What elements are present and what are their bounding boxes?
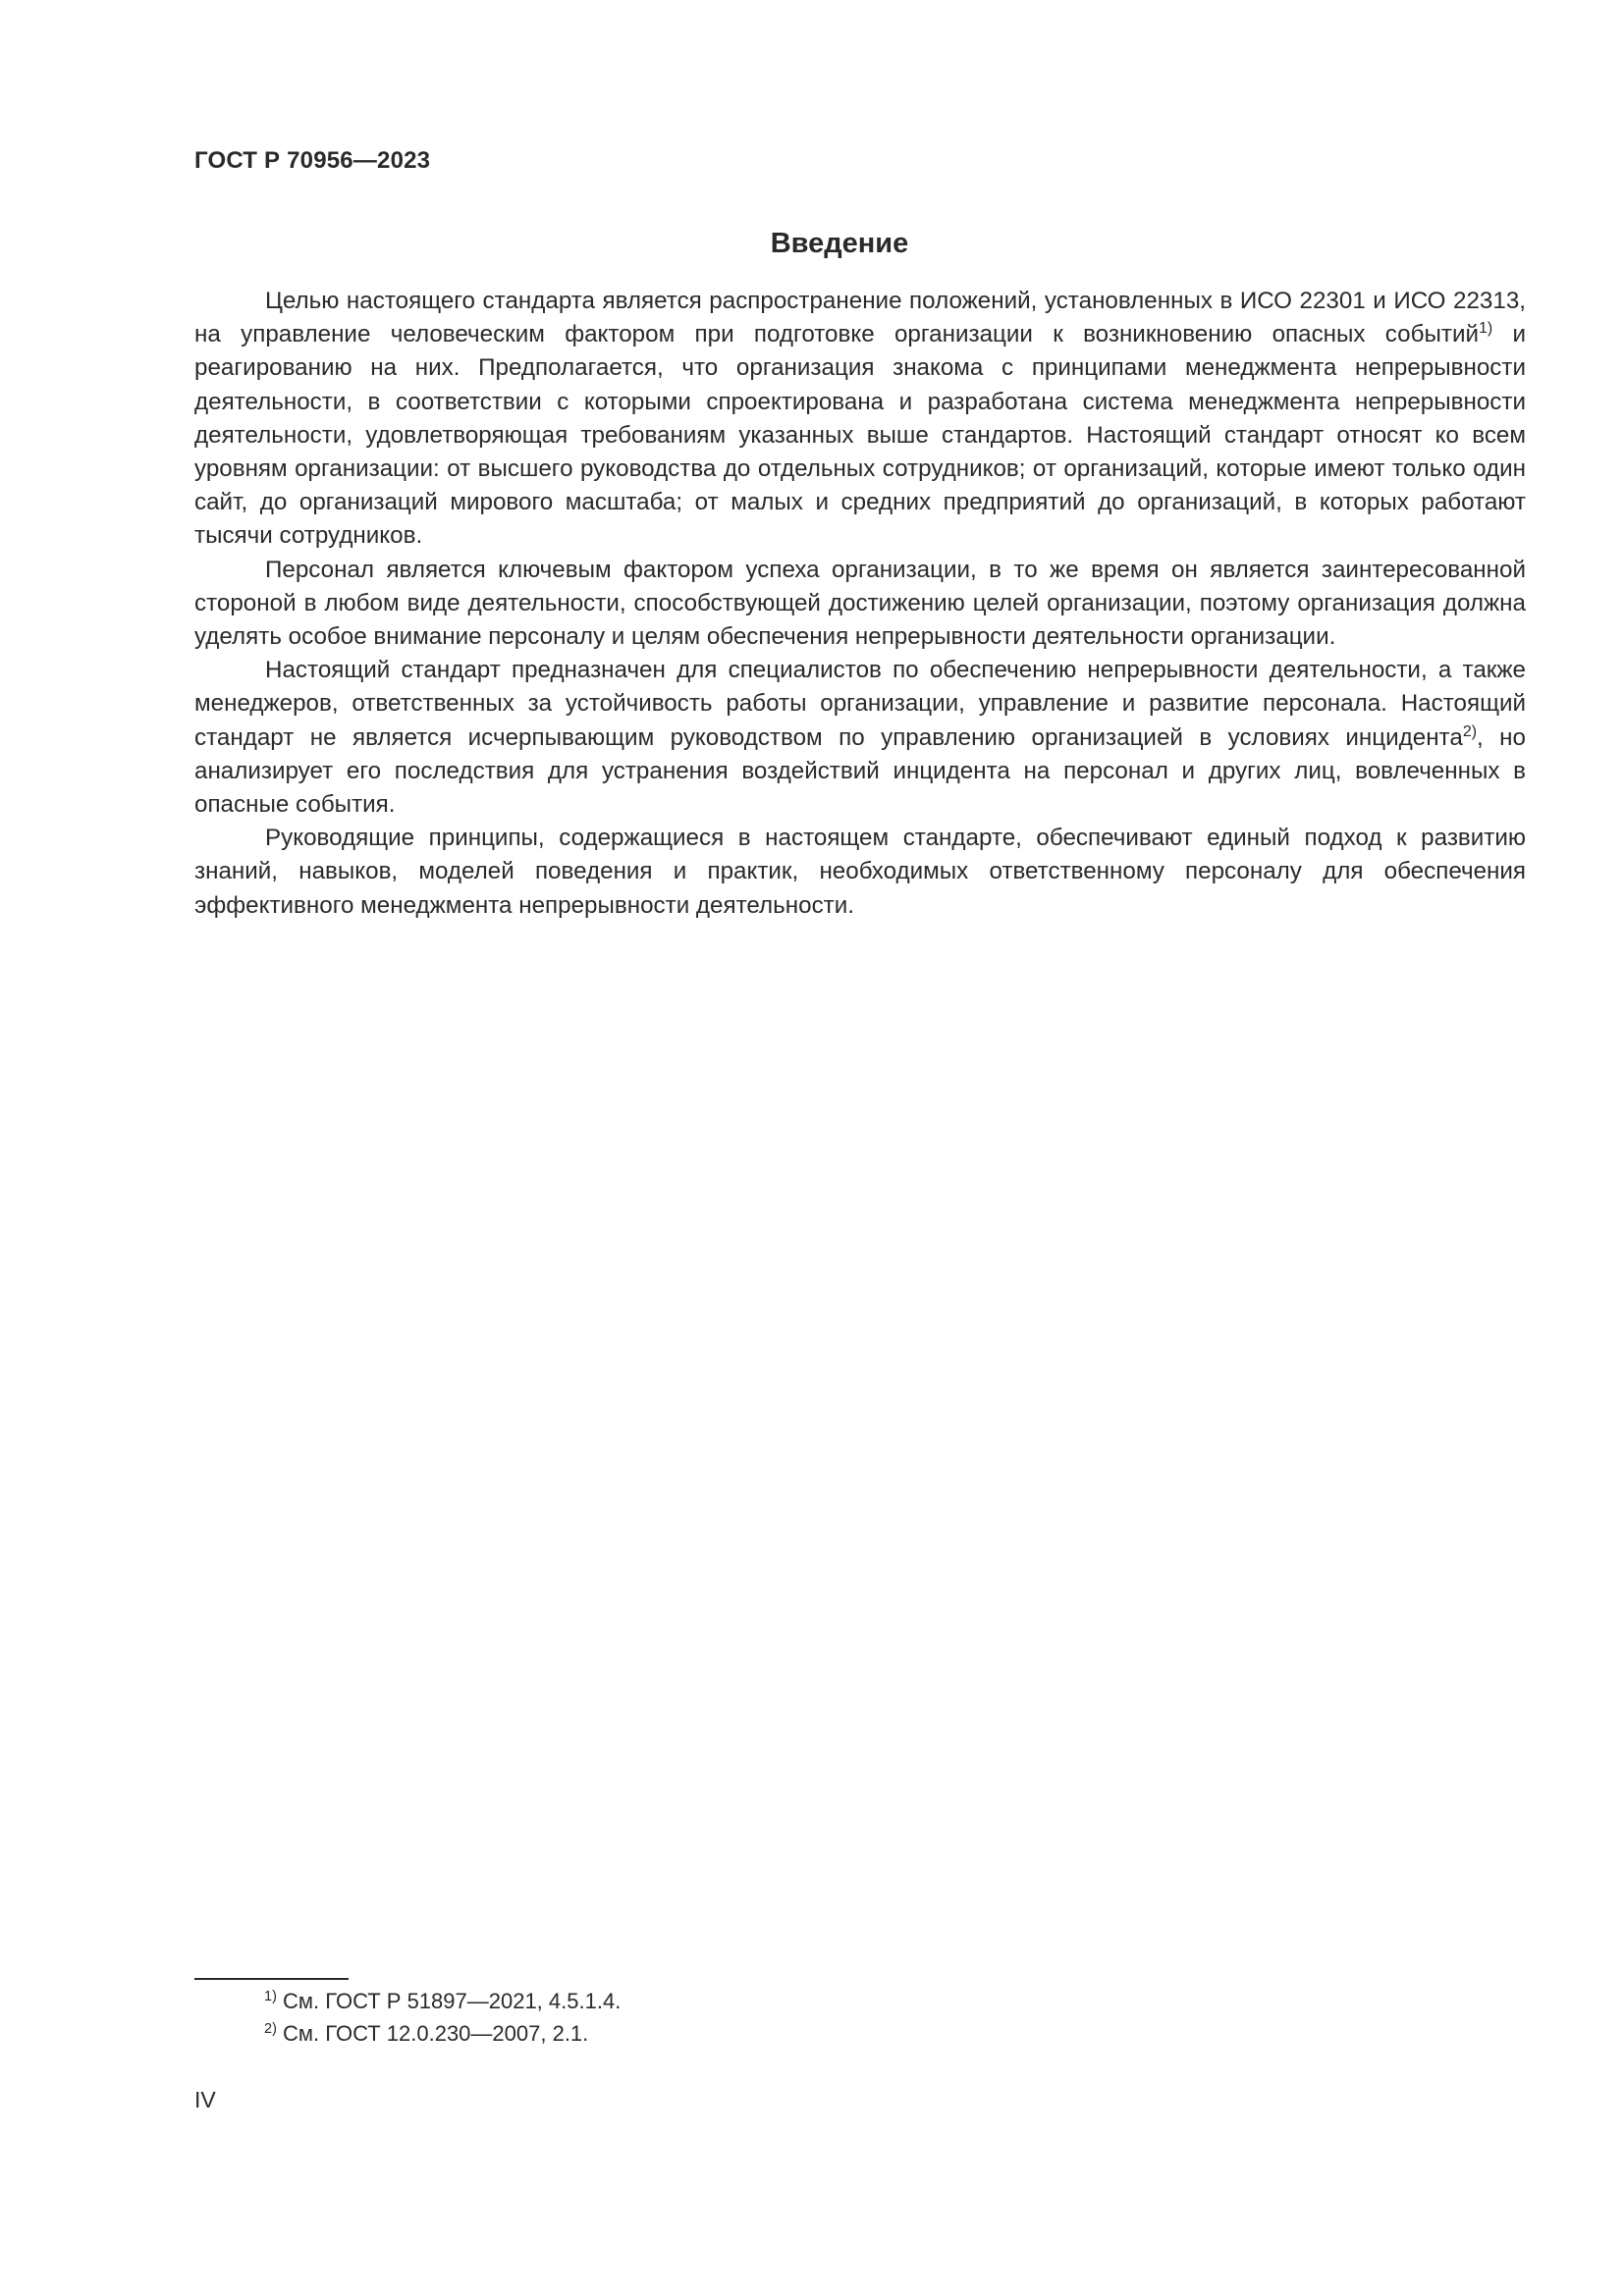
footnote-divider	[194, 1978, 349, 1980]
paragraph-3-text-before: Настоящий стандарт предназначен для специалистов по обеспечению непрерывности деятельности, а также менеджеров, ответственных за устойчивость работы организации, управление и развитие персонала. Настоящий стандарт не является исчерпывающим руководством по управлению организацией в условиях инцидента	[194, 657, 1526, 751]
document-code-header: ГОСТ Р 70956—2023	[194, 147, 431, 174]
paragraph-1-text-before: Целью настоящего стандарта является распространение положений, установленных в ИСО 22301 и ИСО 22313, на управление человеческим фактором при подготовке организации к возникновению опасных событий	[194, 288, 1526, 348]
paragraph-3	[194, 654, 1526, 822]
footnote-2-text: См. ГОСТ 12.0.230—2007, 2.1.	[283, 2021, 589, 2046]
footnote-1-text: См. ГОСТ Р 51897—2021, 4.5.1.4.	[283, 1989, 622, 2013]
section-title: Введение	[770, 228, 909, 259]
page-number: IV	[194, 2087, 216, 2112]
footnote-ref-2[interactable]: 2)	[1462, 722, 1478, 740]
footnote-ref-1[interactable]: 1)	[1478, 320, 1493, 338]
introduction-body	[194, 285, 1526, 923]
paragraph-1-text-after: и реагированию на них. Предполагается, что организация знакома с принципами менеджмента непрерывности деятельности, в соответствии с которыми спроектирована и разработана система менеджмента непрерывности деятельности, удовлетворяющая требованиям указанных выше стандартов. Настоящий стандарт относят ко всем уровням организации: от высшего руководства до отдельных сотрудников; от организаций, которые имеют только один сайт, до организаций мирового масштаба; от малых и средних предприятий до организаций, в которых работают тысячи сотрудников.	[194, 321, 1526, 550]
footnotes	[264, 1985, 621, 2050]
footnote-1-mark: 1)	[264, 1989, 277, 2005]
paragraph-4: Руководящие принципы, содержащиеся в настоящем стандарте, обеспечивают единый подход к развитию знаний, навыков, моделей поведения и практик, необходимых ответственному персоналу для обеспечения эффективного менеджмента непрерывности деятельности.	[194, 825, 1526, 919]
paragraph-1	[194, 285, 1526, 554]
footnote-2	[264, 2017, 621, 2050]
footnote-1	[264, 1985, 621, 2017]
paragraph-2: Персонал является ключевым фактором успеха организации, в то же время он является заинтересованной стороной в любом виде деятельности, способствующей достижению целей организации, поэтому организация должна уделять особое внимание персоналу и целям обеспечения непрерывности деятельности организации.	[194, 556, 1526, 651]
footnote-2-mark: 2)	[264, 2021, 277, 2038]
paragraph-3-text-after: , но анализирует его последствия для устранения воздействий инцидента на персонал и других лиц, вовлеченных в опасные события.	[194, 723, 1526, 819]
